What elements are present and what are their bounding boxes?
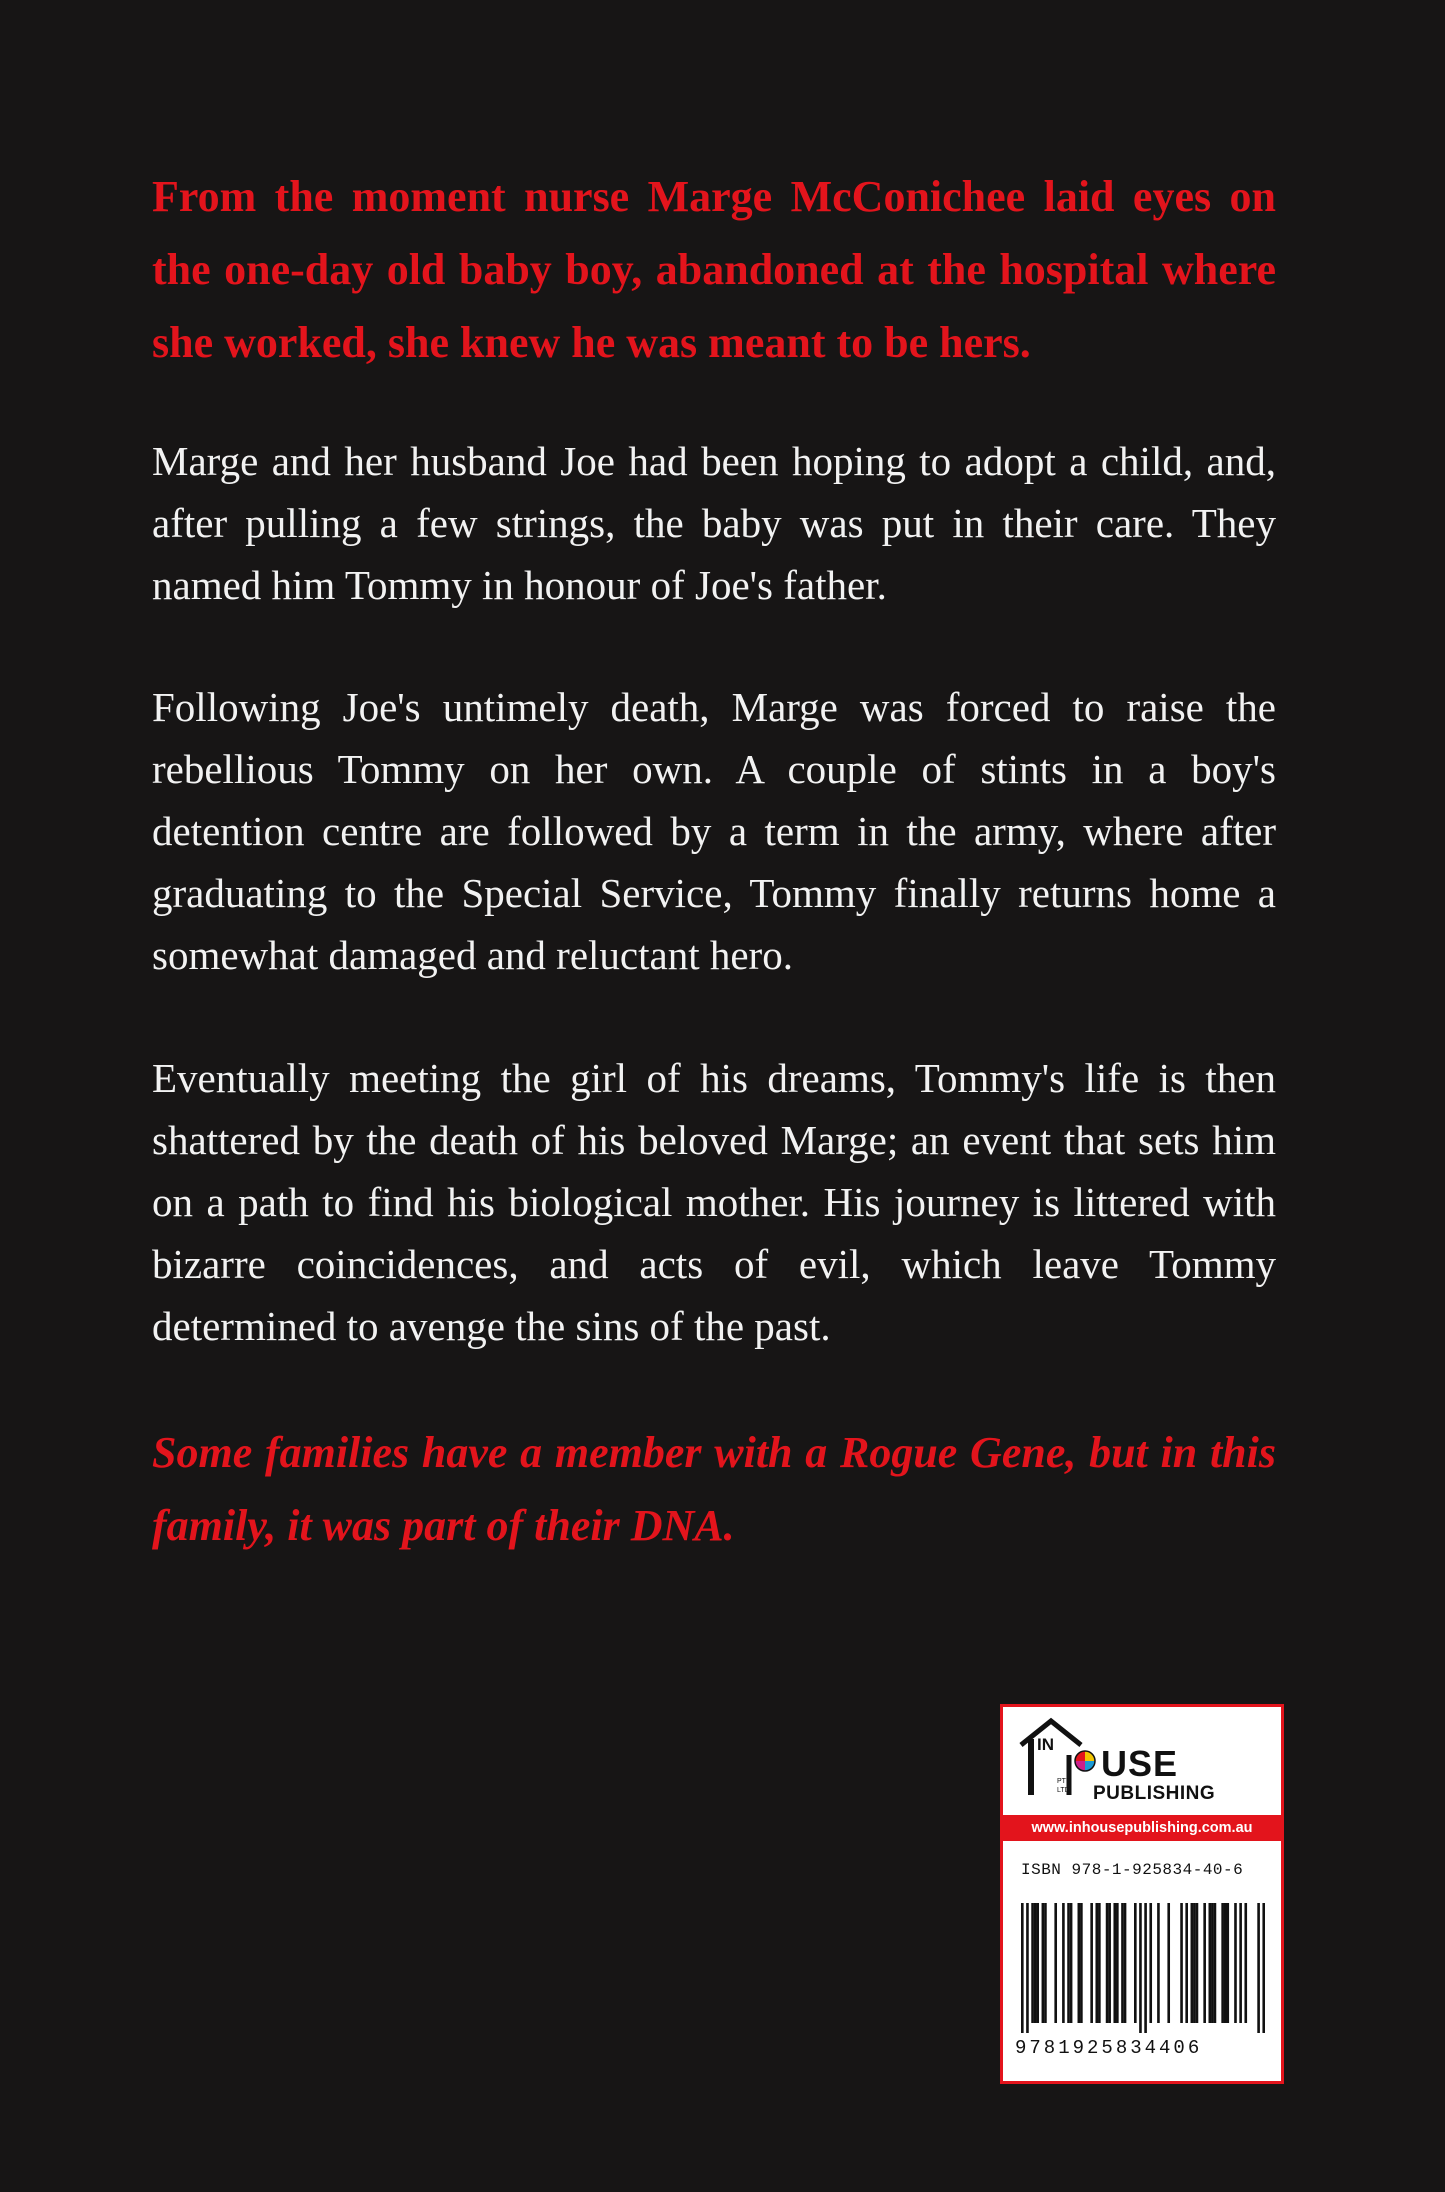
isbn-text: ISBN 978-1-925834-40-6 — [1021, 1861, 1244, 1879]
barcode-bar — [1203, 1903, 1206, 2023]
barcode-bar — [1180, 1903, 1183, 2023]
barcode-bar — [1067, 1903, 1070, 2023]
barcode-bar — [1224, 1903, 1227, 2023]
barcode-bar — [1080, 1903, 1083, 2023]
barcode-bar — [1134, 1903, 1137, 2023]
barcode-bar — [1090, 1903, 1093, 2023]
barcode-bar — [1054, 1903, 1057, 2023]
blurb-paragraph-1: Marge and her husband Joe had been hoping to adopt a child, and, after pulling a few strings, the baby was put in their care. They named him Tommy in honour of Joe's father. — [152, 438, 1276, 608]
barcode-bar — [1234, 1903, 1237, 2023]
barcode-bar — [1257, 1903, 1260, 2033]
barcode-bar — [1239, 1903, 1242, 2023]
barcode-bar — [1098, 1903, 1101, 2023]
barcode-bar — [1208, 1903, 1211, 2023]
logo-in-text: IN — [1037, 1735, 1054, 1754]
barcode-bar — [1167, 1903, 1170, 2023]
barcode-bar — [1078, 1903, 1081, 2023]
barcode-bar — [1026, 1903, 1029, 2033]
blurb-paragraph-3: Eventually meeting the girl of his dreams, Tommy's life is then shattered by the death of his beloved Marge; an event that sets him on a path to find his biological mother. His journey is littered with bizarre coincidences, and acts of evil, which leave Tommy determined to avenge the sins of the past. — [152, 1055, 1276, 1349]
barcode-bar — [1108, 1903, 1111, 2023]
barcode-bar — [1124, 1903, 1127, 2023]
barcode-bar — [1221, 1903, 1224, 2023]
svg-text:LTD: LTD — [1057, 1787, 1070, 1794]
barcode-bar — [1193, 1903, 1196, 2023]
barcode-bar — [1211, 1903, 1214, 2023]
barcode-bar — [1021, 1903, 1024, 2033]
barcode-bar — [1139, 1903, 1142, 2033]
barcode-bar — [1095, 1903, 1098, 2023]
barcode-bar — [1149, 1903, 1152, 2023]
barcode-bar — [1116, 1903, 1119, 2023]
blurb-hook: From the moment nurse Marge McConichee laid eyes on the one-day old baby boy, abandoned at the hospital where she worked, she knew he was meant to be hers. — [152, 172, 1276, 367]
logo-publishing-text: PUBLISHING — [1093, 1783, 1216, 1804]
barcode-bar — [1196, 1903, 1199, 2023]
barcode-bar — [1144, 1903, 1147, 2033]
publisher-url[interactable]: www.inhousepublishing.com.au — [1003, 1815, 1281, 1841]
barcode-bar — [1113, 1903, 1116, 2023]
ean-digits: 9781925834406 — [1015, 2037, 1203, 2059]
barcode-bar — [1185, 1903, 1188, 2023]
barcode-bar — [1226, 1903, 1229, 2023]
barcode-bar — [1036, 1903, 1039, 2023]
barcode-bar — [1244, 1903, 1247, 2023]
svg-text:PTY: PTY — [1057, 1778, 1071, 1785]
publisher-logo — [1003, 1707, 1281, 1805]
barcode-bar — [1034, 1903, 1037, 2023]
blurb-tagline: Some families have a member with a Rogue Gene, but in this family, it was part of their DNA. — [152, 1428, 1276, 1550]
barcode-bar — [1262, 1903, 1265, 2033]
barcode — [1021, 1903, 1265, 2033]
logo-house-text: USE — [1101, 1743, 1179, 1784]
barcode-bar — [1157, 1903, 1160, 2023]
blurb-paragraph-2: Following Joe's untimely death, Marge was forced to raise the rebellious Tommy on her own. A couple of stints in a boy's detention centre are followed by a term in the army, where after graduating to the Special Service, Tommy finally returns home a somewhat damaged and reluctant hero. — [152, 684, 1276, 978]
barcode-bar — [1044, 1903, 1047, 2023]
barcode-bar — [1214, 1903, 1217, 2023]
publisher-barcode-box — [1000, 1704, 1284, 2084]
barcode-bar — [1031, 1903, 1034, 2023]
barcode-bar — [1062, 1903, 1065, 2023]
barcode-bar — [1070, 1903, 1073, 2023]
barcode-bar — [1106, 1903, 1109, 2023]
barcode-bar — [1121, 1903, 1124, 2023]
barcode-bar — [1191, 1903, 1194, 2023]
barcode-bar — [1042, 1903, 1045, 2023]
